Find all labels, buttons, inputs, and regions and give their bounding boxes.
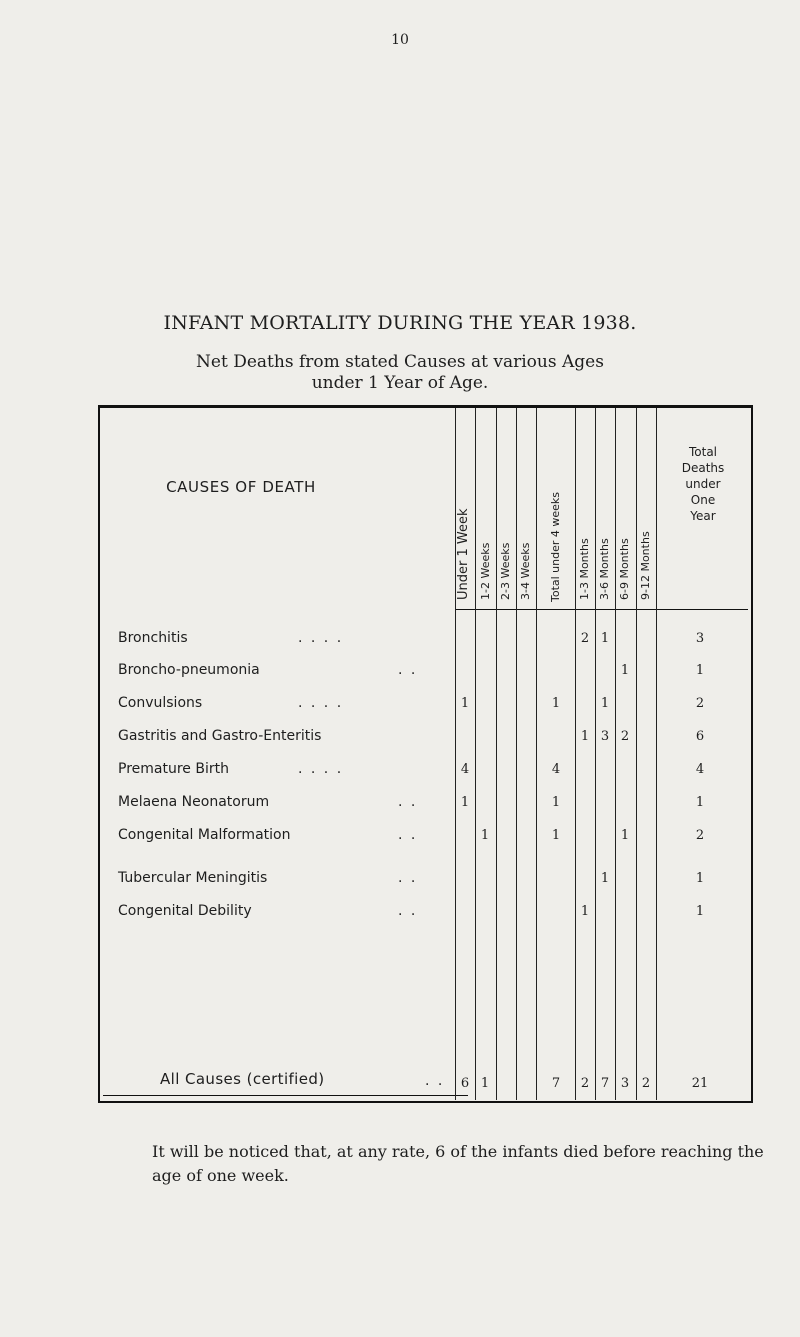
causes-of-death-header: CAUSES OF DEATH — [166, 478, 316, 496]
total-deaths-header — [660, 444, 746, 524]
table-row-cause: Tubercular Meningitis — [118, 870, 268, 886]
table-row-dots: . . — [398, 870, 418, 886]
table-cell: 1 — [551, 795, 561, 810]
table-row-cause: Congenital Malformation — [118, 827, 291, 843]
table-cell: 4 — [551, 762, 561, 777]
table-cell: 1 — [600, 696, 610, 711]
column-header-6-9-months: 6-9 Months — [618, 538, 631, 600]
table-cell: 1 — [460, 795, 470, 810]
table-row-total: 6 — [695, 729, 705, 744]
table-row-dots: . . — [398, 903, 418, 919]
column-header-total-under-4-weeks: Total under 4 weeks — [549, 491, 562, 602]
table-row-cause: Gastritis and Gastro-Enteritis — [118, 728, 322, 744]
table-cell: 1 — [580, 729, 590, 744]
table-row-cause: Premature Birth — [118, 761, 229, 777]
table-cell: 1 — [600, 631, 610, 646]
table-cell: 2 — [620, 729, 630, 744]
table-left-border — [98, 405, 100, 1103]
table-row-cause: Congenital Debility — [118, 903, 252, 919]
table-row-total: 1 — [695, 904, 705, 919]
table-row-cause: Broncho-pneumonia — [118, 662, 260, 678]
table-right-border — [751, 405, 753, 1103]
column-header-2-3-weeks: 2-3 Weeks — [499, 542, 512, 600]
column-header-3-6-months: 3-6 Months — [598, 538, 611, 600]
table-cell: 1 — [600, 871, 610, 886]
column-header-under-1-week: Under 1 Week — [456, 508, 471, 600]
total-header-line: under — [685, 477, 721, 491]
header-bottom-rule — [455, 609, 748, 610]
column-divider — [595, 408, 596, 1100]
all-causes-dots: . . — [425, 1073, 445, 1089]
table-top-rule — [98, 405, 753, 408]
column-divider — [615, 408, 616, 1100]
subtitle-line-2: under 1 Year of Age. — [311, 373, 489, 393]
all-causes-label: All Causes (certified) — [160, 1070, 325, 1088]
column-header-3-4-weeks: 3-4 Weeks — [519, 542, 532, 600]
table-cell: 1 — [551, 696, 561, 711]
table-row-total: 3 — [695, 631, 705, 646]
column-header-1-3-months: 1-3 Months — [578, 538, 591, 600]
all-causes-cell: 7 — [551, 1076, 561, 1091]
column-divider — [516, 408, 517, 1100]
table-row-dots: . . — [398, 827, 418, 843]
table-row-dots: . . . . — [298, 761, 344, 777]
table-row-total: 4 — [695, 762, 705, 777]
page-title: INFANT MORTALITY DURING THE YEAR 1938. — [163, 312, 637, 334]
subtitle — [0, 352, 800, 394]
table-bottom-rule — [98, 1101, 753, 1103]
table-row-dots: . . . . — [298, 695, 344, 711]
total-header-line: Deaths — [681, 461, 725, 475]
all-causes-cell: 2 — [641, 1076, 651, 1091]
all-causes-cell: 7 — [600, 1076, 610, 1091]
page-number: 10 — [391, 32, 409, 48]
table-cell: 1 — [620, 663, 630, 678]
table-row-dots: . . — [398, 794, 418, 810]
column-divider — [475, 408, 476, 1100]
all-causes-cell: 2 — [580, 1076, 590, 1091]
table-cell: 1 — [480, 828, 490, 843]
column-divider — [536, 408, 537, 1100]
table-cell: 4 — [460, 762, 470, 777]
all-causes-cell: 1 — [480, 1076, 490, 1091]
footer-note: It will be noticed that, at any rate, 6 of the infants died before reaching the age of one week. — [152, 1142, 764, 1185]
all-causes-total: 21 — [691, 1076, 709, 1091]
column-divider — [496, 408, 497, 1100]
table-cell: 1 — [580, 904, 590, 919]
table-cell: 1 — [551, 828, 561, 843]
table-cell: 1 — [460, 696, 470, 711]
all-causes-cell: 3 — [620, 1076, 630, 1091]
table-row-total: 1 — [695, 795, 705, 810]
total-header-line: One — [690, 493, 716, 507]
table-row-total: 1 — [695, 871, 705, 886]
table-row-total: 2 — [695, 828, 705, 843]
column-header-9-12-months: 9-12 Months — [639, 531, 652, 600]
subtitle-line-1: Net Deaths from stated Causes at various Ages — [196, 352, 604, 372]
all-causes-cell: 6 — [460, 1076, 470, 1091]
total-header-line: Year — [690, 509, 716, 523]
column-header-1-2-weeks: 1-2 Weeks — [479, 542, 492, 600]
total-header-line: Total — [688, 445, 718, 459]
table-row-total: 2 — [695, 696, 705, 711]
table-row-dots: . . . . — [298, 630, 344, 646]
column-divider — [656, 408, 657, 1100]
table-cell: 2 — [580, 631, 590, 646]
table-cell: 3 — [600, 729, 610, 744]
table-row-cause: Bronchitis — [118, 630, 188, 646]
table-row-cause: Melaena Neonatorum — [118, 794, 270, 810]
table-row-cause: Convulsions — [118, 695, 203, 711]
column-divider — [575, 408, 576, 1100]
column-divider — [636, 408, 637, 1100]
table-row-total: 1 — [695, 663, 705, 678]
table-cell: 1 — [620, 828, 630, 843]
table-row-dots: . . — [398, 662, 418, 678]
totals-top-rule — [103, 1095, 468, 1096]
